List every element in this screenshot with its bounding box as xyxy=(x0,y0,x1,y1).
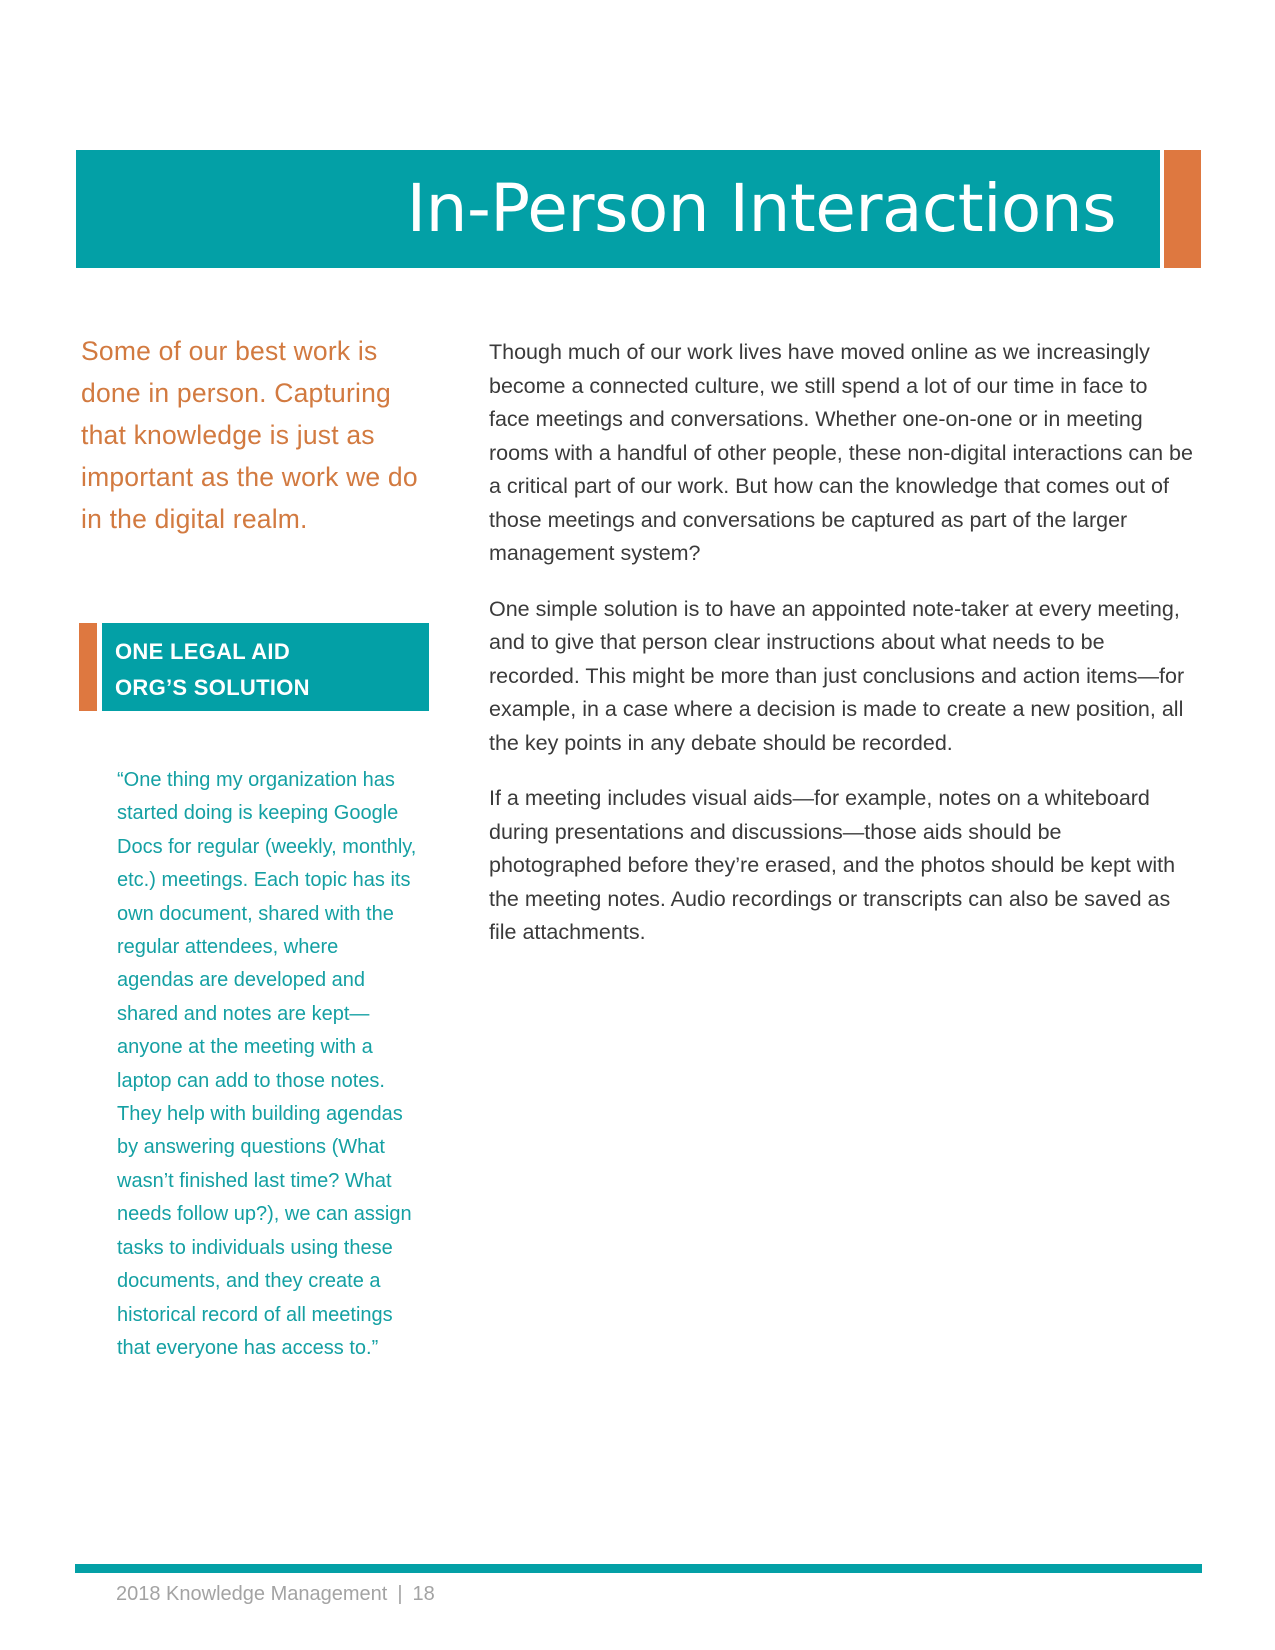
title-accent-bar xyxy=(1164,150,1201,268)
sidebar-heading xyxy=(115,634,405,706)
intro-callout: Some of our best work is done in person. Capturing that knowledge is just as important as the work we do in the digital realm. xyxy=(81,336,418,534)
footer-separator: | xyxy=(397,1583,403,1605)
footer-publication: 2018 Knowledge Management xyxy=(116,1583,388,1605)
sidebar-accent-bar xyxy=(79,623,97,711)
body-paragraph-1: Though much of our work lives have moved online as we increasingly become a connected culture, we still spend a lot of our time in face to face meetings and conversations. Whether one-on-one or in meeting rooms with a handful of other people, these non-digital interactions can be a critical part of our work. But how can the knowledge that comes out of those meetings and conversations be captured as part of the larger management system? xyxy=(489,340,1193,565)
footer-rule xyxy=(75,1564,1202,1573)
sidebar-heading-box xyxy=(102,623,429,711)
footer xyxy=(116,1580,435,1608)
page-number: 18 xyxy=(412,1583,435,1605)
main-body-column xyxy=(489,336,1194,972)
sidebar-heading-line2: ORG’S SOLUTION xyxy=(115,675,310,700)
body-paragraph-2: One simple solution is to have an appointed note-taker at every meeting, and to give that person clear instructions about what needs to be recorded. This might be more than just conclusions and action items—for example, in a case where a decision is made to create a new position, all the key points in any debate should be recorded. xyxy=(489,596,1185,755)
page-title: In-Person Interactions xyxy=(406,170,1116,247)
title-banner xyxy=(76,150,1160,268)
sidebar-heading-line1: ONE LEGAL AID xyxy=(115,639,291,664)
sidebar-quote: “One thing my organization has started doing is keeping Google Docs for regular (weekly, monthly, etc.) meetings. Each topic has its own document, shared with the regular attendees, where agendas are developed and shared and notes are kept—anyone at the meeting with a laptop can add to those notes. They help with building agendas by answering questions (What wasn’t finished last time? What needs follow up?), we can assign tasks to individuals using these documents, and they create a historical record of all meetings that everyone has access to.” xyxy=(117,769,417,1359)
body-paragraph-3: If a meeting includes visual aids—for example, notes on a whiteboard during presentations and discussions—those aids should be photographed before they’re erased, and the photos should be kept with the meeting notes. Audio recordings or transcripts can also be saved as file attachments. xyxy=(489,786,1176,944)
